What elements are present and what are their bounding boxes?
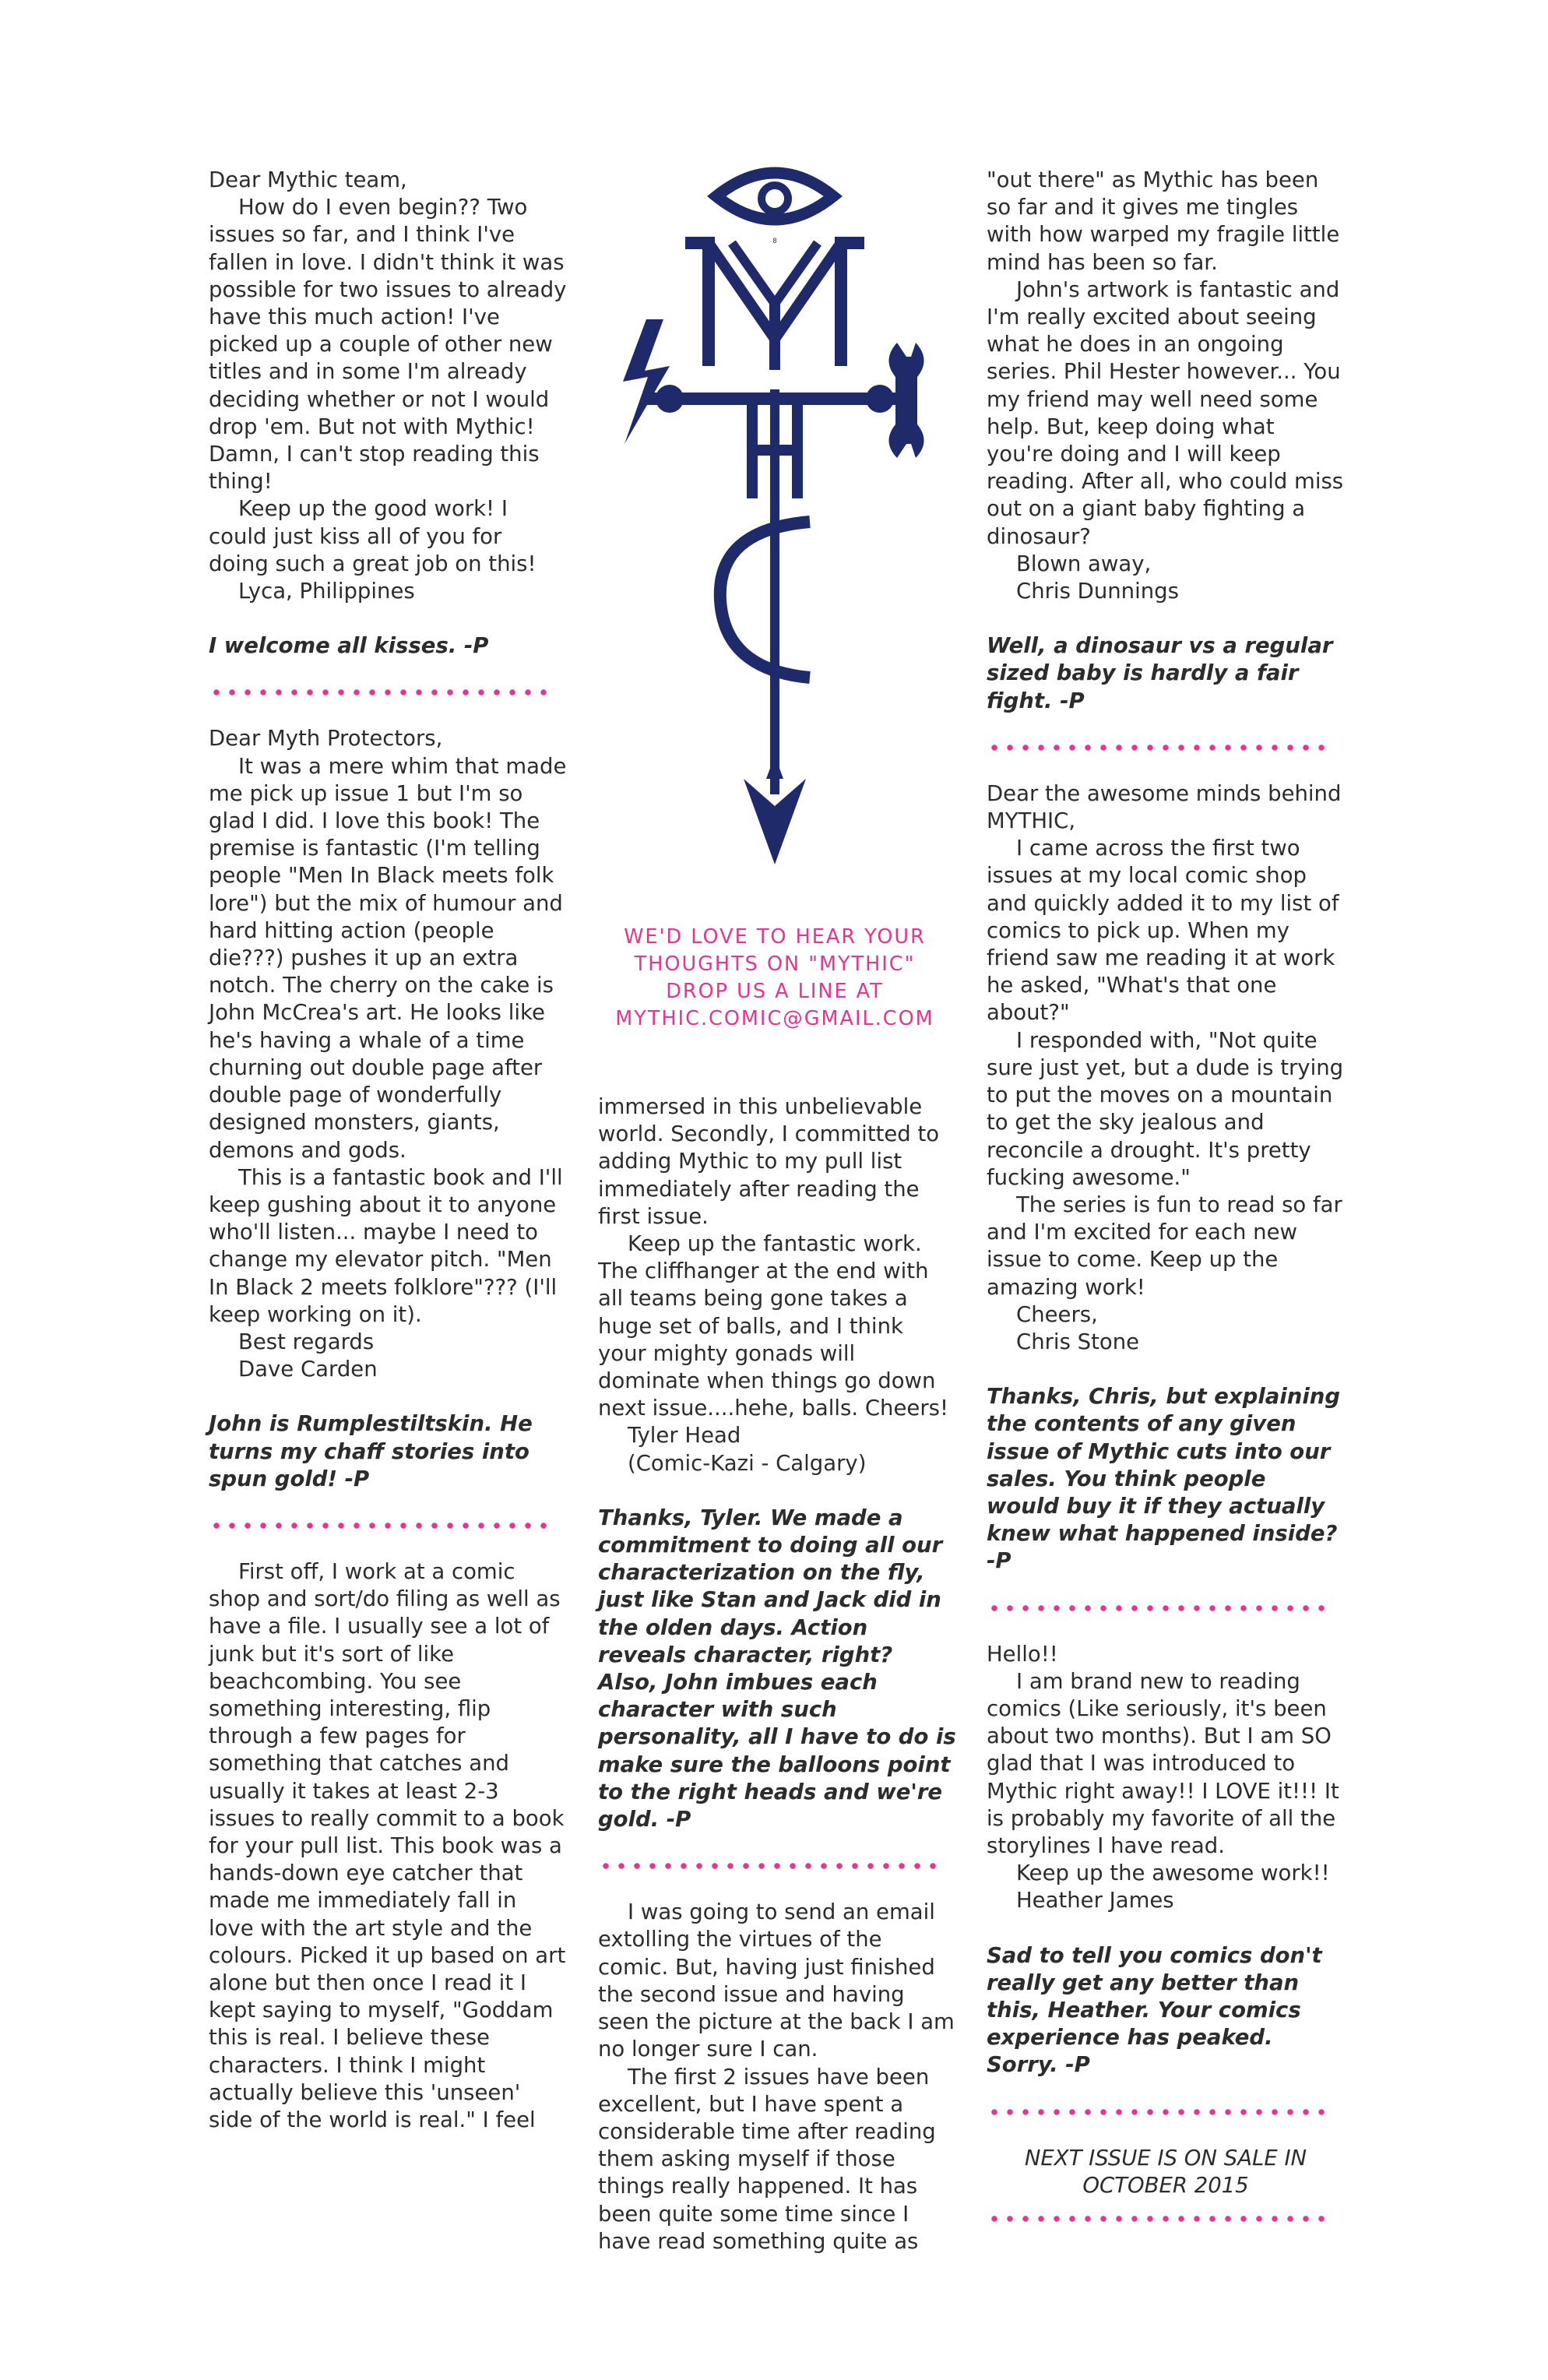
page-number: 8 (772, 237, 777, 245)
contact-line: THOUGHTS ON "MYTHIC" (634, 952, 916, 976)
contact-email: MYTHIC.COMIC@GMAIL.COM (615, 1007, 934, 1030)
letter-paragraph: The first 2 issues have been excellent, but I have spent a considerable time after reading them asking myself if those things really happened. It has been quite some time since I have read something quite as (598, 2064, 936, 2254)
letter-salutation: Dear the awesome minds behind MYTHIC, (987, 780, 1342, 834)
dotted-divider (598, 1861, 941, 1871)
letter-signature: Cheers, (1016, 1301, 1098, 1327)
letter-tyler-part1 (209, 1558, 567, 2134)
letter-salutation: Hello!! (987, 1641, 1058, 1667)
letter-paragraph: It was a mere whim that made me pick up issue 1 but I'm so glad I did. I love this book! The premise is fantastic (I'm telling people "Men In Black meets folk lore") but the mix of humour and hard hitting action (people die???) pushes it up an extra notch. The cherry on the cake is John McCrea's art. He looks like he's having a whale of a time churning out double page after double page of wonderfully designed monsters, giants, demons and gods. (209, 753, 567, 1163)
letter-paragraph: I was going to send an email extolling the virtues of the comic. But, having just finished the second issue and having seen the picture at the back I am no longer sure I can. (598, 1899, 955, 2062)
dotted-divider (987, 1603, 1329, 1614)
letter-signature: Heather James (1016, 1888, 1174, 1914)
letter-chris-stone (987, 780, 1345, 1576)
letter-paragraph: First off, I work at a comic shop and sort/do filing as well as have a file. I usually see a lot of junk but it's sort of like beachcombing. You see something interesting, flip through a few pages for something that catches and usually it takes at least 2-3 issues to really commit to a book for your pull list. This book was a hands-down eye catcher that made me immediately fall in love with the art style and the colours. Picked it up based on art alone but then once I read it I kept saying to myself, "Goddam this is real. I believe these characters. I think I might actually believe this 'unseen' side of the world is real." I feel (209, 1558, 566, 2132)
letter-paragraph: I am brand new to reading comics (Like seriously, it's been about two months). But I am SO glad that I was introduced to Mythic right away!! I LOVE it!!! It is probably my favorite of all the storylines I have read. (987, 1668, 1339, 1858)
letter-paragraph: The series is fun to read so far and I'm excited for each new issue to come. Keep up the amazing work! (987, 1192, 1342, 1300)
letter-paragraph: "out there" as Mythic has been so far and it gives me tingles with how warped my fragile little mind has been so far. (987, 167, 1340, 275)
letter-lyca (209, 167, 567, 660)
letter-chris-dunnings-part2 (987, 167, 1345, 715)
letter-signature: Chris Dunnings (1016, 579, 1179, 604)
editor-reply: Sad to tell you comics don't really get any better than this, Heather. Your comics experience has peaked. Sorry. -P (987, 1942, 1322, 2078)
letter-signature: Tyler Head (628, 1423, 741, 1449)
column-left (209, 167, 567, 2134)
letter-paragraph: I responded with, "Not quite sure just yet, but a dude is trying to put the moves on a mountain to get the sky jealous and reconcile a drought. It's pretty fucking awesome." (987, 1027, 1344, 1190)
contact-line: WE'D LOVE TO HEAR YOUR (624, 925, 926, 949)
letter-signature: Dave Carden (238, 1357, 378, 1382)
letter-signature: Best regards (238, 1329, 375, 1354)
next-issue-note: NEXT ISSUE IS ON SALE IN OCTOBER 2015 (1024, 2145, 1307, 2198)
letter-chris-dunnings-part1 (598, 1899, 956, 2255)
dotted-divider (209, 1520, 551, 1531)
mythic-logo (592, 156, 958, 880)
letter-paragraph: John's artwork is fantastic and I'm really excited about seeing what he does in an ongoing series. Phil Hester however... You my friend may well need some help. But, keep doing what you're doing and I will keep reading. After all, who could miss out on a giant baby fighting a dinosaur? (987, 276, 1344, 549)
letter-paragraph: immersed in this unbelievable world. Secondly, I committed to adding Mythic to my pull list immediately after reading the first issue. (598, 1094, 940, 1229)
letter-signature: (Comic-Kazi - Calgary) (628, 1450, 867, 1476)
mythic-sigil-icon (592, 156, 958, 880)
dotted-divider (987, 742, 1329, 753)
column-right (987, 167, 1345, 2251)
letter-paragraph: How do I even begin?? Two issues so far, and I think I've fallen in love. I didn't think it was possible for two issues to already have this much action! I've picked up a couple of other new titles and in some I'm already deciding whether or not I would drop 'em. But not with Mythic! Damn, I can't stop reading this thing! (209, 195, 567, 495)
dotted-divider (209, 687, 551, 698)
contact-line: DROP US A LINE AT (666, 980, 884, 1003)
dotted-divider (987, 2213, 1329, 2224)
editor-reply: Well, a dinosaur vs a regular sized baby is hardly a fair fight. -P (987, 633, 1333, 713)
letter-heather (987, 1641, 1345, 2079)
letter-paragraph: Keep up the good work! I could just kiss all of you for doing such a great job on this! (209, 496, 537, 576)
editor-reply: John is Rumplestiltskin. He turns my chaff stories into spun gold! -P (209, 1411, 533, 1491)
letter-signature: Lyca, Philippines (238, 579, 415, 604)
letter-salutation: Dear Myth Protectors, (209, 726, 443, 752)
column-middle (598, 1093, 956, 2255)
editor-reply: I welcome all kisses. -P (209, 633, 489, 659)
dotted-divider (987, 2107, 1329, 2118)
letter-paragraph: This is a fantastic book and I'll keep gushing about it to anyone who'll listen... maybe I need to change my elevator pitch. "Men In Black 2 meets folklore"??? (I'll keep working on it). (209, 1164, 563, 1327)
letter-tyler-part2 (598, 1093, 956, 1833)
letter-paragraph: I came across the first two issues at my local comic shop and quickly added it to my list of comics to pick up. When my friend saw me reading it at work he asked, "What's that one about?" (987, 836, 1339, 1026)
editor-reply: Thanks, Tyler. We made a commitment to doing all our characterization on the fly, just like Stan and Jack did in the olden days. Action reveals character, right? Also, John imbues each character with such personality, all I have to do is make sure the balloons point to the right heads and we're gold. -P (598, 1505, 956, 1833)
letter-signature: Blown away, (1016, 551, 1152, 576)
letter-salutation: Dear Mythic team, (209, 167, 407, 192)
letter-signature: Chris Stone (1016, 1329, 1140, 1354)
letter-dave (209, 725, 567, 1492)
letter-paragraph: Keep up the fantastic work. The cliffhanger at the end with all teams being gone takes a huge set of balls, and I think your mighty gonads will dominate when things go down next issue....hehe, balls. Cheers! (598, 1231, 948, 1421)
letter-paragraph: Keep up the awesome work!! (1016, 1861, 1330, 1886)
contact-blurb (592, 924, 958, 1033)
editor-reply: Thanks, Chris, but explaining the contents of any given issue of Mythic cuts into our sales. You think people would buy it if they actually knew what happened inside? -P (987, 1384, 1341, 1574)
